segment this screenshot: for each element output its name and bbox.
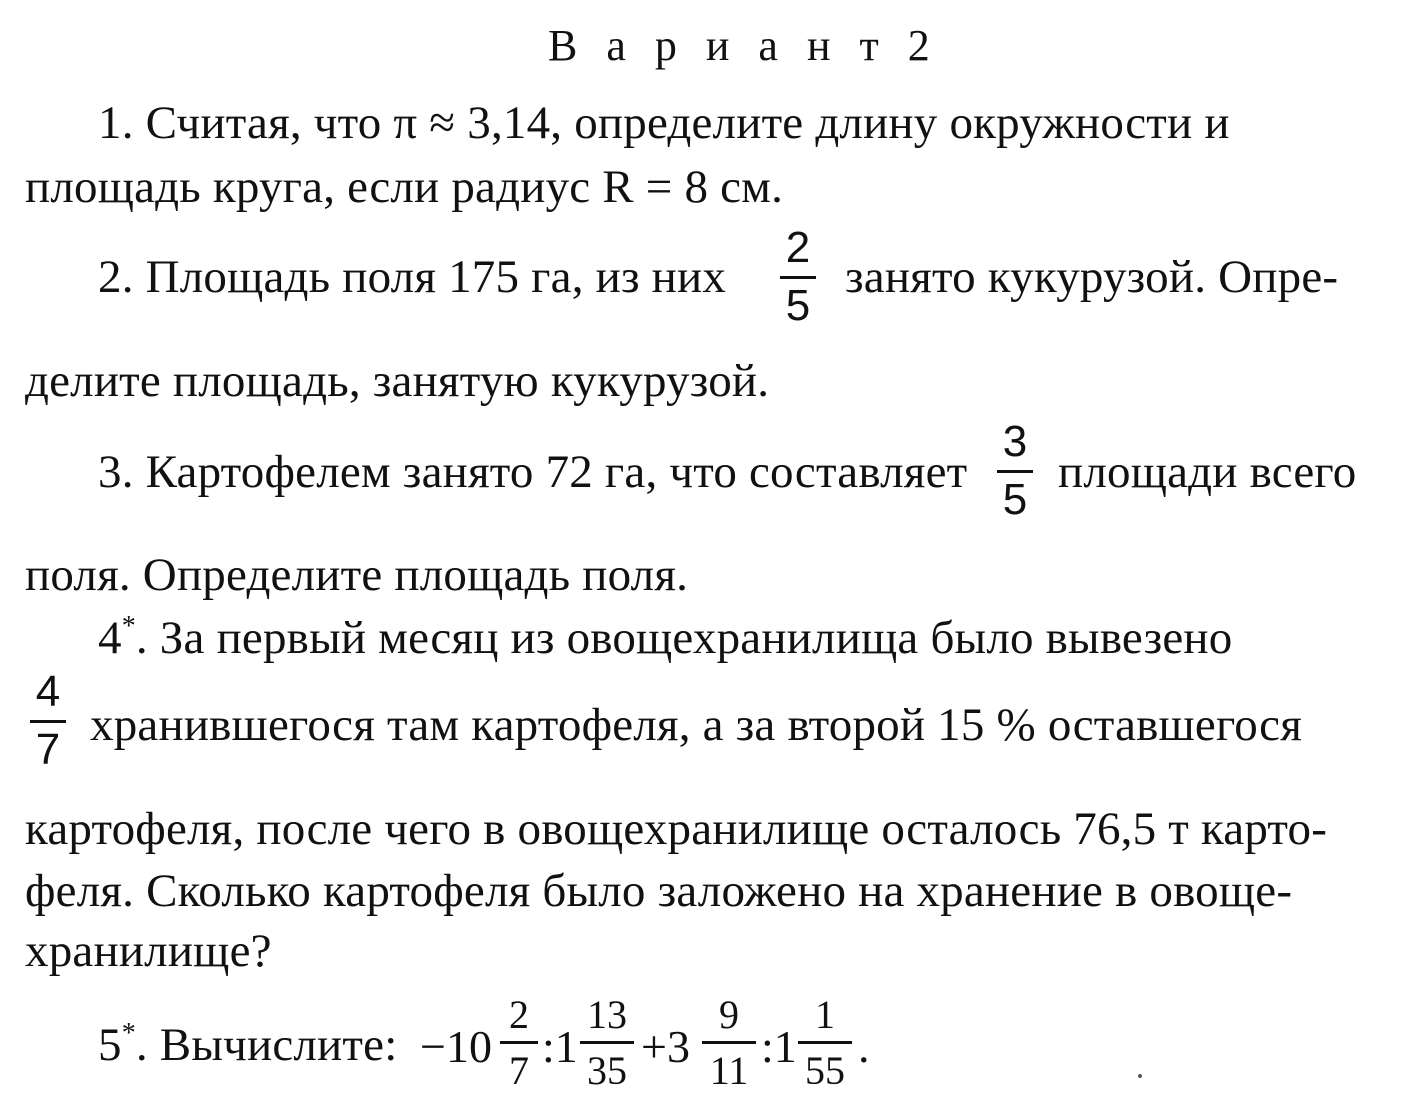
fraction-denominator: 5 <box>1002 475 1028 524</box>
problem-2-fraction <box>768 223 828 332</box>
expr-fraction-4 <box>796 992 854 1095</box>
problem-1-line-1: 1. Считая, что π ≈ 3,14, определите длину окружности и <box>98 97 1230 149</box>
fraction-numerator: 2 <box>509 992 529 1037</box>
problem-3-text-before: 3. Картофелем занято 72 га, что составляет <box>98 446 968 498</box>
problem-4-line-1-text: . За первый месяц из овощехранилища было вывезено <box>135 612 1233 664</box>
fraction-bar <box>500 1041 538 1044</box>
problem-5-star: * <box>121 1018 136 1049</box>
problem-2-line-2: делите площадь, занятую кукурузой. <box>25 355 770 407</box>
problem-4-line-2: хранившегося там картофеля, а за второй 15 % оставшегося <box>90 699 1303 751</box>
problem-4-line-4: феля. Сколько картофеля было заложено на хранение в овоще- <box>25 865 1293 917</box>
fraction-denominator: 7 <box>35 725 61 774</box>
fraction-numerator: 3 <box>1002 417 1028 466</box>
problem-4-line-3: картофеля, после чего в овощехранилище осталось 76,5 т карто- <box>25 803 1328 855</box>
fraction-denominator: 55 <box>805 1048 845 1093</box>
problem-3-line-2: поля. Определите площадь поля. <box>25 549 689 601</box>
problem-2-text-before: 2. Площадь поля 175 га, из них <box>98 251 727 303</box>
problem-4-number: 4 <box>98 612 122 664</box>
expr-period: . <box>858 1021 870 1072</box>
fraction-denominator: 5 <box>785 281 811 330</box>
expr-fraction-2 <box>578 992 636 1095</box>
problem-2-text-after: занято кукурузой. Опре- <box>845 251 1339 303</box>
scan-speck <box>1138 1074 1142 1078</box>
fraction-numerator: 13 <box>587 992 627 1037</box>
fraction-denominator: 11 <box>709 1048 749 1093</box>
problem-5-label-text: . Вычислите: <box>135 1019 398 1071</box>
problem-1-line-2: площадь круга, если радиус R = 8 см. <box>25 161 784 213</box>
expr-minus-ten: −10 <box>420 1021 492 1072</box>
problem-3-text-after: площади всего <box>1058 446 1357 498</box>
fraction-denominator: 35 <box>587 1048 627 1093</box>
fraction-numerator: 1 <box>815 992 835 1037</box>
fraction-bar <box>997 470 1033 473</box>
problem-5-number: 5 <box>98 1019 122 1071</box>
expr-plus-three: +3 <box>641 1021 690 1072</box>
problem-4-line-1 <box>98 611 1233 664</box>
variant-title: В а р и а н т 2 <box>548 21 939 70</box>
expr-fraction-1 <box>498 992 540 1095</box>
expr-colon-one-a: :1 <box>542 1021 578 1072</box>
problem-4-fraction <box>18 667 78 780</box>
problem-4-star: * <box>121 611 136 642</box>
fraction-numerator: 2 <box>785 223 811 272</box>
problem-5-label <box>98 1018 398 1071</box>
fraction-bar <box>702 1041 756 1044</box>
fraction-denominator: 7 <box>509 1048 529 1093</box>
fraction-bar <box>580 1041 634 1044</box>
fraction-bar <box>798 1041 852 1044</box>
fraction-numerator: 9 <box>719 992 739 1037</box>
problem-4-line-5: хранилище? <box>25 925 272 977</box>
fraction-bar <box>30 720 66 723</box>
problem-3-fraction <box>985 417 1045 526</box>
fraction-bar <box>780 276 816 279</box>
expr-fraction-3 <box>700 992 758 1095</box>
fraction-numerator: 4 <box>35 667 61 716</box>
expr-colon-one-b: :1 <box>761 1021 797 1072</box>
